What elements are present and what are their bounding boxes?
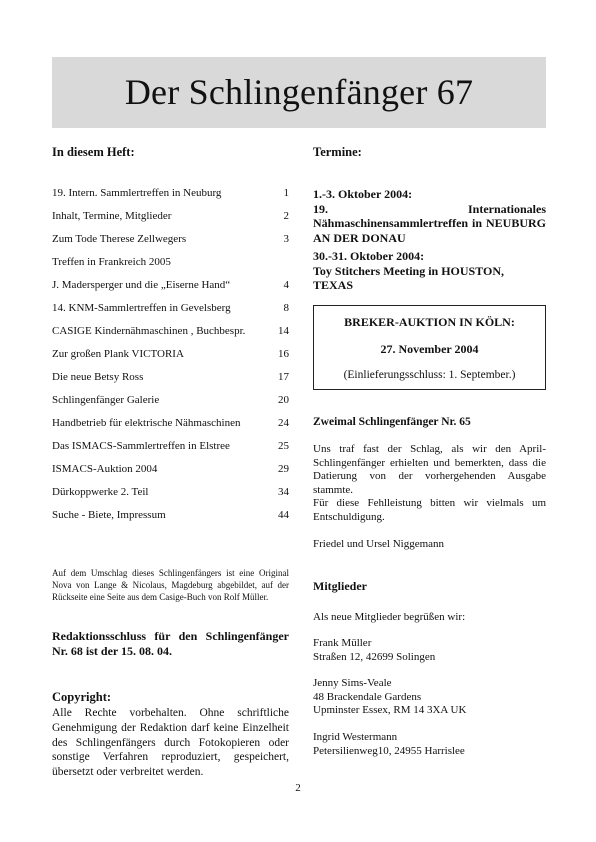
member-name: Frank Müller [313, 637, 372, 649]
toc-item-label: J. Madersperger und die „Eiserne Hand“ [52, 279, 231, 291]
member-address-line: Upminster Essex, RM 14 3XA UK [313, 704, 467, 716]
toc-item-label: Treffen in Frankreich 2005 [52, 256, 171, 268]
event-date: 1.-3. Oktober 2004: [313, 187, 413, 201]
left-column [52, 145, 289, 779]
cover-note: Auf dem Umschlag dieses Schlingenfängers ist eine Original Nova von Lange & Nicolaus, Magdeburg abgebildet, auf der Rückseite eine Seite aus dem Casige-Buch von Rolf Müller. [52, 568, 289, 602]
toc-item-page: 44 [278, 509, 289, 521]
toc-item [52, 371, 289, 394]
copyright-text: Alle Rechte vorbehalten. Ohne schriftliche Genehmigung der Redaktion darf keine Einzelheit des Schlingenfängers durch Fotokopieren oder sonstige Verfahren reproduziert, gespeichert, übersetzt oder verbreitet werden. [52, 707, 289, 779]
toc-item-label: Dürkoppwerke 2. Teil [52, 486, 149, 498]
toc-item-page: 34 [278, 486, 289, 498]
toc-item [52, 463, 289, 486]
signature-line: Friedel und Ursel Niggemann [313, 538, 445, 550]
toc-item-label: Handbetrieb für elektrische Nähmaschinen [52, 417, 241, 429]
toc-item-label: Zum Tode Therese Zellwegers [52, 233, 187, 245]
contents-heading: In diesem Heft: [52, 145, 135, 159]
erratum-heading: Zweimal Schlingenfänger Nr. 65 [313, 416, 471, 428]
toc-item-page: 17 [278, 371, 289, 383]
page-number: 2 [295, 782, 301, 794]
toc-item [52, 233, 289, 256]
toc-item-page: 25 [278, 440, 289, 452]
event-title: 19. Internationales Nähmaschinensammlertreffen in NEUBURG AN DER DONAU [313, 201, 546, 245]
toc-item-page: 4 [283, 279, 289, 291]
auction-box [313, 305, 546, 390]
event-houston [313, 249, 546, 293]
member-address-line: Straßen 12, 42699 Solingen [313, 650, 436, 663]
toc-item-label: Das ISMACS-Sammlertreffen in Elstree [52, 440, 230, 452]
auction-title: BREKER-AUKTION IN KÖLN: [344, 315, 515, 329]
toc-item-page: 1 [283, 187, 289, 199]
toc-item [52, 417, 289, 440]
page-title: Der Schlingenfänger 67 [124, 72, 474, 112]
copyright-heading: Copyright: [52, 690, 112, 704]
toc-item-page: 14 [278, 325, 289, 337]
toc-item [52, 210, 289, 233]
toc-item-label: CASIGE Kindernähmaschinen , Buchbespr. [52, 325, 246, 337]
toc-item-page: 24 [278, 417, 289, 429]
editorial-deadline: Redaktionsschluss für den Schlingenfänger Nr. 68 ist der 15. 08. 04. [52, 629, 289, 658]
toc-item-label: ISMACS-Auktion 2004 [52, 463, 158, 475]
toc-item-label: 14. KNM-Sammlertreffen in Gevelsberg [52, 302, 231, 314]
toc-item-label: Zur großen Plank VICTORIA [52, 348, 184, 360]
dates-heading: Termine: [313, 145, 362, 159]
toc-item [52, 279, 289, 302]
event-title: Toy Stitchers Meeting in HOUSTON, TEXAS [313, 263, 505, 292]
erratum-paragraph: Uns traf fast der Schlag, als wir den April-Schlingenfänger erhielten und bemerkten, dass die Datierung von der vorhergehenden Ausgabe stammte. [313, 443, 546, 496]
members-welcome: Als neue Mitglieder begrüßen wir: [313, 611, 466, 623]
event-date: 30.-31. Oktober 2004: [313, 249, 425, 263]
apology-paragraph: Für diese Fehlleistung bitten wir vielmals um Entschuldigung. [313, 497, 546, 523]
toc-item-label: Inhalt, Termine, Mitglieder [52, 210, 172, 222]
toc-item [52, 509, 289, 532]
toc-item [52, 440, 289, 463]
member-address-line: Petersilienweg10, 24955 Harrislee [313, 744, 465, 757]
table-of-contents [52, 187, 289, 532]
toc-item-page: 2 [283, 210, 289, 222]
member-name: Ingrid Westermann [313, 731, 398, 743]
auction-date: 27. November 2004 [380, 342, 479, 356]
member-entry [313, 677, 546, 718]
event-neuburg [313, 187, 546, 245]
member-entry [313, 637, 546, 664]
toc-item-page: 8 [283, 302, 289, 314]
members-heading: Mitglieder [313, 579, 367, 593]
toc-item [52, 256, 289, 279]
right-column [313, 145, 546, 757]
toc-item-page: 29 [278, 463, 289, 475]
member-name: Jenny Sims-Veale [313, 677, 392, 689]
toc-item-label: Die neue Betsy Ross [52, 371, 144, 383]
toc-item [52, 394, 289, 417]
toc-item [52, 187, 289, 210]
toc-item-label: 19. Intern. Sammlertreffen in Neuburg [52, 187, 222, 199]
toc-item-page: 3 [283, 233, 289, 245]
toc-item [52, 325, 289, 348]
auction-note: (Einlieferungsschluss: 1. September.) [343, 369, 516, 381]
toc-item-page: 16 [278, 348, 289, 360]
toc-item [52, 486, 289, 509]
toc-item [52, 348, 289, 371]
toc-item-label: Suche - Biete, Impressum [52, 509, 166, 521]
title-banner [52, 57, 546, 128]
toc-item-page: 20 [278, 394, 289, 406]
toc-item [52, 302, 289, 325]
member-address-line: 48 Brackendale Gardens [313, 690, 422, 703]
toc-item-label: Schlingenfänger Galerie [52, 394, 160, 406]
member-entry [313, 731, 546, 758]
